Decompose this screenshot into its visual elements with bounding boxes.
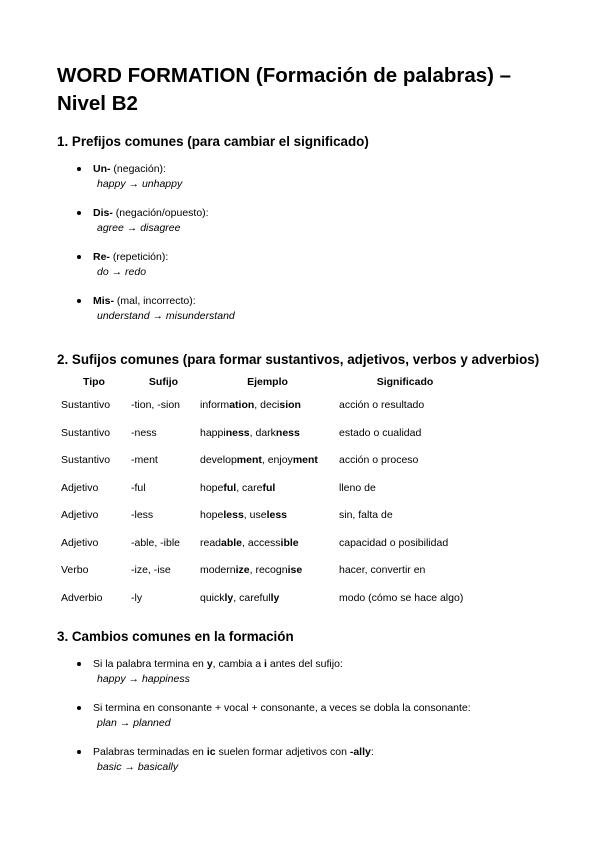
rule-text-part: Si termina en consonante + vocal + consonante, a veces se dobla la consonante:	[93, 702, 471, 714]
example-text: agree → disagree	[97, 221, 181, 234]
cell-significado: modo (cómo se hace algo)	[339, 591, 464, 604]
example-text: understand → misunderstand	[97, 309, 235, 322]
list-item	[78, 162, 538, 191]
example-text: do → redo	[97, 265, 147, 278]
section1-heading: 1. Prefijos comunes (para cambiar el significado)	[57, 134, 369, 149]
example-part: ise	[287, 564, 303, 576]
example-part: inform	[200, 399, 230, 411]
cell-sufijo: -ment	[131, 454, 158, 466]
cell-tipo: Adverbio	[61, 591, 103, 604]
cell-ejemplo	[196, 424, 335, 452]
table-row	[57, 451, 471, 479]
cell-tipo: Sustantivo	[61, 454, 111, 466]
example-part: read	[200, 536, 222, 549]
example-part: ation	[229, 399, 255, 411]
example-part: ly	[270, 591, 280, 604]
cell-ejemplo	[196, 561, 335, 589]
cell-ejemplo	[196, 451, 335, 479]
example-part: ness	[275, 426, 300, 439]
list-item-body	[93, 206, 538, 235]
example-part: ly	[224, 591, 234, 604]
table-row	[57, 589, 471, 617]
list-item-body	[93, 162, 538, 191]
table-row	[57, 396, 471, 424]
rule-text-part: , cambia a	[212, 658, 265, 670]
cell-ejemplo	[196, 396, 335, 424]
list-item-body	[93, 745, 538, 774]
cell-tipo: Sustantivo	[61, 399, 111, 411]
rule-text-part: Si la palabra termina en	[93, 658, 207, 670]
cell-significado: estado o cualidad	[339, 426, 422, 439]
list-item	[78, 206, 538, 235]
list-item-body	[93, 657, 538, 686]
list-item	[78, 657, 538, 686]
example-part: hope	[200, 509, 224, 521]
example-part: , recogn	[249, 564, 288, 576]
example-part: ful	[223, 481, 237, 494]
cell-tipo: Adjetivo	[61, 481, 99, 494]
prefix-description: (negación/opuesto):	[112, 207, 209, 219]
list-item	[78, 745, 538, 774]
rule-text-part: :	[370, 746, 374, 758]
prefix-label: Re-	[93, 251, 110, 263]
bullet-icon	[77, 167, 81, 171]
example-text: happy → happiness	[97, 672, 190, 685]
section3-heading: 3. Cambios comunes en la formación	[57, 629, 294, 644]
example-part: ment	[292, 454, 318, 466]
bullet-icon	[77, 255, 81, 259]
cell-ejemplo	[196, 589, 335, 617]
list-item-body	[93, 250, 538, 279]
table-row	[57, 561, 471, 589]
example-part: , use	[243, 509, 267, 521]
cell-tipo: Adjetivo	[61, 536, 99, 549]
list-item-body	[93, 701, 538, 730]
example-text: basic → basically	[97, 760, 179, 773]
example-part: happi	[200, 426, 226, 439]
rule-text-part: i	[264, 658, 267, 670]
formation-rules-list	[78, 657, 538, 789]
example-part: ful	[262, 481, 276, 494]
cell-tipo: Adjetivo	[61, 509, 99, 521]
header-significado: Significado	[376, 376, 434, 388]
table-header-row	[57, 376, 471, 396]
cell-sufijo: -able, -ible	[131, 536, 181, 549]
rule-text-part: suelen formar adjetivos con	[215, 746, 350, 758]
example-part: ible	[280, 536, 299, 549]
example-part: less	[266, 509, 287, 521]
header-ejemplo: Ejemplo	[247, 376, 288, 388]
header-tipo: Tipo	[83, 376, 105, 388]
cell-significado: sin, falta de	[339, 509, 393, 521]
table-row	[57, 506, 471, 534]
cell-significado: capacidad o posibilidad	[339, 536, 449, 549]
example-part: , access	[242, 536, 281, 549]
example-part: , careful	[233, 591, 271, 604]
list-item	[78, 701, 538, 730]
rule-text-part: antes del sufijo:	[266, 658, 343, 670]
prefix-description: (mal, incorrecto):	[114, 295, 196, 307]
cell-significado: acción o resultado	[339, 399, 425, 411]
cell-sufijo: -ful	[131, 481, 146, 494]
list-item-body	[93, 294, 538, 323]
suffix-table	[57, 376, 471, 616]
cell-significado: lleno de	[339, 481, 376, 494]
list-item	[78, 294, 538, 323]
list-item	[78, 250, 538, 279]
cell-ejemplo	[196, 479, 335, 507]
example-part: ment	[236, 454, 262, 466]
example-part: , deci	[254, 399, 280, 411]
cell-significado: hacer, convertir en	[339, 564, 426, 576]
example-text: plan → planned	[97, 716, 171, 729]
cell-sufijo: -ness	[131, 426, 157, 439]
example-part: , enjoy	[261, 454, 293, 466]
table-row	[57, 424, 471, 452]
cell-sufijo: -ize, -ise	[131, 564, 171, 576]
example-part: less	[223, 509, 244, 521]
example-part: sion	[279, 399, 301, 411]
rule-text-part: y	[206, 658, 213, 670]
prefix-list	[78, 162, 538, 338]
cell-tipo: Verbo	[61, 564, 89, 576]
example-part: ness	[225, 426, 250, 439]
cell-sufijo: -ly	[131, 591, 143, 604]
example-part: ize	[235, 564, 250, 576]
example-text: happy → unhappy	[97, 177, 183, 190]
example-part: , care	[236, 481, 263, 494]
cell-ejemplo	[196, 534, 335, 562]
example-part: develop	[200, 454, 237, 466]
rule-text-part: Palabras terminadas en	[93, 746, 207, 758]
rule-text-part: -ally	[349, 746, 371, 758]
bullet-icon	[77, 662, 81, 666]
prefix-label: Mis-	[93, 295, 114, 307]
example-part: , dark	[249, 426, 276, 439]
prefix-label: Dis-	[93, 207, 113, 219]
document-title: WORD FORMATION (Formación de palabras) – Nivel B2	[57, 64, 512, 115]
prefix-label: Un-	[93, 163, 111, 175]
example-part: hope	[200, 481, 224, 494]
example-part: able	[221, 536, 243, 549]
section2-heading: 2. Sufijos comunes (para formar sustantivos, adjetivos, verbos y adverbios)	[57, 352, 540, 367]
table-row	[57, 479, 471, 507]
cell-sufijo: -tion, -sion	[131, 399, 181, 411]
cell-significado: acción o proceso	[339, 454, 419, 466]
bullet-icon	[77, 750, 81, 754]
cell-tipo: Sustantivo	[61, 426, 111, 439]
bullet-icon	[77, 706, 81, 710]
cell-ejemplo	[196, 506, 335, 534]
bullet-icon	[77, 211, 81, 215]
header-sufijo: Sufijo	[148, 376, 179, 388]
prefix-description: (repetición):	[109, 251, 169, 263]
table-row	[57, 534, 471, 562]
example-part: quick	[200, 591, 225, 604]
cell-sufijo: -less	[131, 509, 154, 521]
rule-text-part: ic	[206, 746, 216, 758]
example-part: modern	[200, 564, 236, 576]
prefix-description: (negación):	[110, 163, 166, 175]
bullet-icon	[77, 299, 81, 303]
